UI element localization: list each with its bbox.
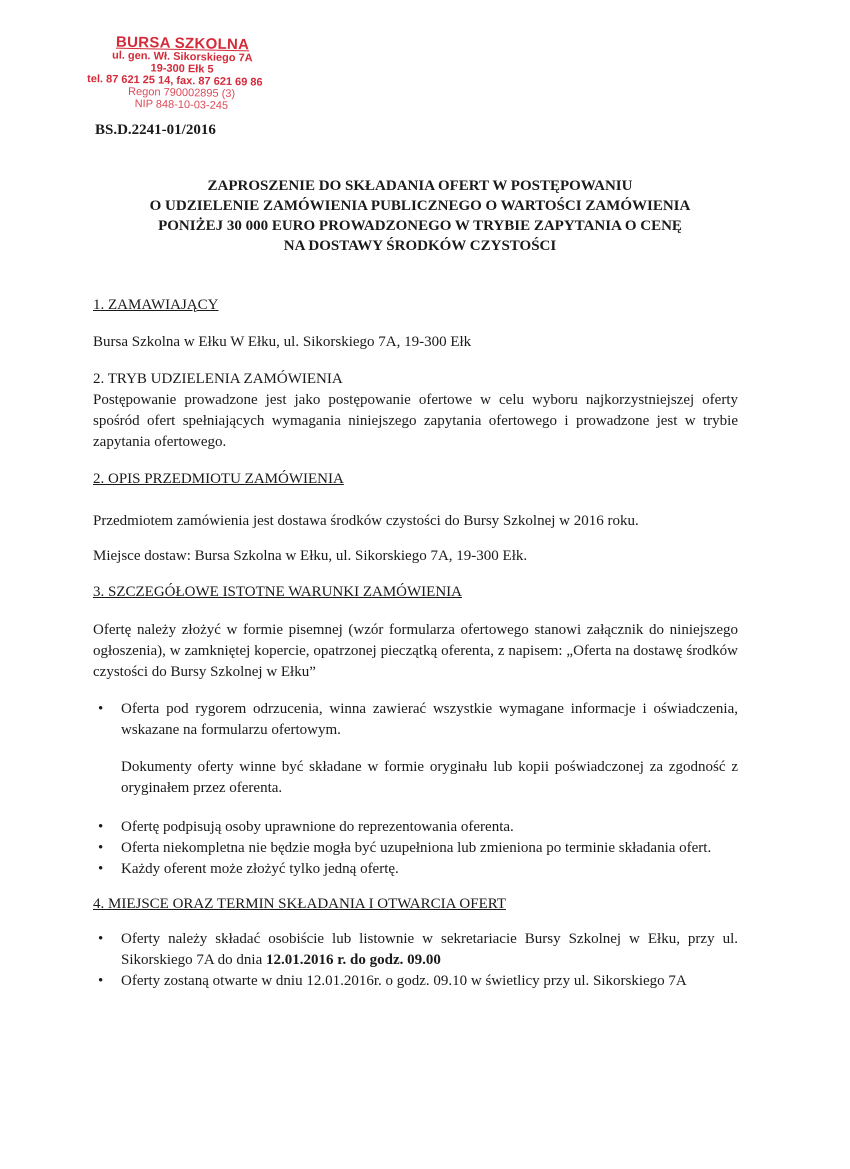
offer-intro-text: Ofertę należy złożyć w formie pisemnej (wzór formularza ofertowego stanowi załącznik do niniejszego ogłoszenia), w zamkniętej kopercie, opatrzonej pieczątką oferenta, z napisem: „Oferta na dostawę środków czystości do Bursy Szkolnej w Ełku” (93, 622, 738, 680)
deadline-text: Oferty należy składać osobiście lub listownie w sekretariacie Bursy Szkolnej w Ełku, przy ul. Sikorskiego 7A do dnia (121, 931, 738, 968)
section-heading-warunki: 3. SZCZEGÓŁOWE ISTOTNE WARUNKI ZAMÓWIENIA (93, 584, 462, 600)
requirements-list (93, 699, 738, 741)
ordering-party-text: Bursa Szkolna w Ełku W Ełku, ul. Sikorskiego 7A, 19-300 Ełk (93, 334, 472, 350)
list-item (93, 929, 738, 971)
list-item: • Oferty zostaną otwarte w dniu 12.01.2016r. o godz. 09.10 w świetlicy przy ul. Sikorskiego 7A (93, 971, 738, 992)
document-reference: BS.D.2241-01/2016 (95, 122, 216, 138)
deadline-list (93, 929, 738, 992)
section-heading-zamawiajacy: 1. ZAMAWIAJĄCY (93, 297, 219, 313)
stamp-name: BURSA SZKOLNA (115, 33, 250, 54)
list-item: • Oferta pod rygorem odrzucenia, winna zawierać wszystkie wymagane informacje i oświadczenia, wskazane na formularzu ofertowym. (93, 699, 738, 741)
section-heading-opis: 2. OPIS PRZEDMIOTU ZAMÓWIENIA (93, 471, 344, 487)
list-item: • Każdy oferent może złożyć tylko jedną ofertę. (93, 859, 738, 880)
deadline-date: 12.01.2016 r. do godz. 09.00 (266, 952, 441, 968)
procedure-text: Postępowanie prowadzone jest jako postępowanie ofertowe w celu wyboru najkorzystniejszej oferty spośród ofert spełniających wymagania niniejszego zapytania ofertowego i prowadzone jest w trybie zapytania ofertowego. (93, 392, 738, 450)
offer-rules-list (93, 817, 738, 880)
title-line: ZAPROSZENIE DO SKŁADANIA OFERT W POSTĘPOWANIU (207, 178, 633, 194)
title-line: NA DOSTAWY ŚRODKÓW CZYSTOŚCI (283, 238, 557, 254)
stamp-address: ul. gen. Wł. Sikorskiego 7A (111, 49, 253, 65)
section-heading-termin: 4. MIEJSCE ORAZ TERMIN SKŁADANIA I OTWARCIA OFERT (93, 896, 506, 912)
stamp-regon: Regon 790002895 (3) (127, 85, 236, 101)
list-item: • Oferta niekompletna nie będzie mogła być uzupełniona lub zmieniona po terminie składania ofert. (93, 838, 738, 859)
document-title (80, 176, 760, 256)
list-item: • Ofertę podpisują osoby uprawnione do reprezentowania oferenta. (93, 817, 738, 838)
delivery-place-text: Miejsce dostaw: Bursa Szkolna w Ełku, ul. Sikorskiego 7A, 19-300 Ełk. (93, 548, 528, 564)
school-stamp (71, 34, 293, 114)
title-line: PONIŻEJ 30 000 EURO PROWADZONEGO W TRYBIE ZAPYTANIA O CENĘ (158, 218, 682, 234)
section-heading-tryb: 2. TRYB UDZIELENIA ZAMÓWIENIA (93, 371, 343, 387)
subject-text: Przedmiotem zamówienia jest dostawa środków czystości do Bursy Szkolnej w 2016 roku. (93, 513, 639, 529)
documents-text: Dokumenty oferty winne być składane w formie oryginału lub kopii poświadczonej za zgodność z oryginałem przez oferenta. (121, 759, 738, 796)
stamp-phone: tel. 87 621 25 14, fax. 87 621 69 86 (86, 73, 263, 89)
stamp-city: 19-300 Ełk 5 (150, 62, 214, 76)
stamp-nip: NIP 848-10-03-245 (134, 98, 229, 112)
document-body (93, 295, 738, 992)
title-line: O UDZIELENIE ZAMÓWIENIA PUBLICZNEGO O WARTOŚCI ZAMÓWIENIA (149, 198, 691, 214)
